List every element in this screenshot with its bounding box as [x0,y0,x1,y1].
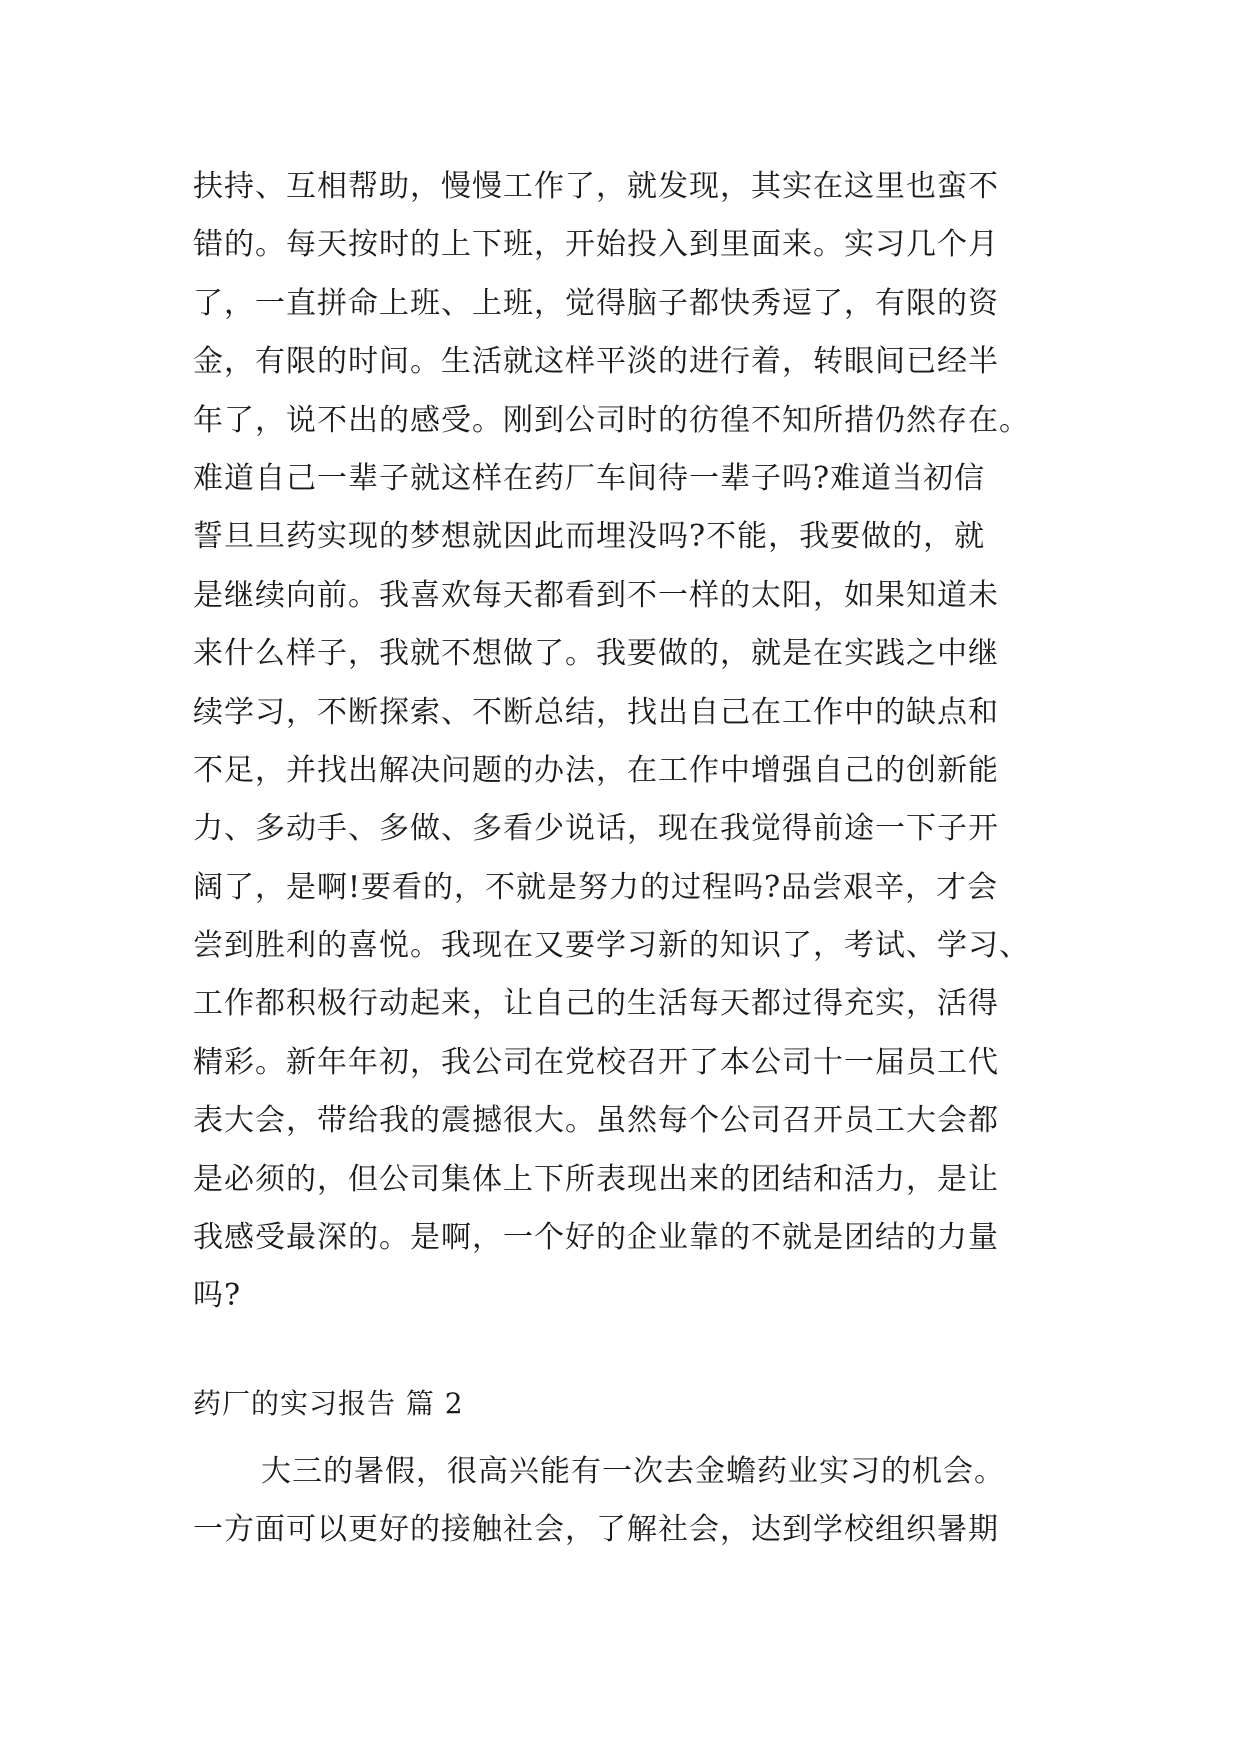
paragraph-line: 一方面可以更好的接触社会，了解社会，达到学校组织暑期 [193,1512,999,1548]
paragraph-line: 是继续向前。我喜欢每天都看到不一样的太阳，如果知道未 [193,577,999,613]
paragraph-line: 大三的暑假，很高兴能有一次去金蟾药业实习的机会。 [261,1454,1005,1489]
paragraph-line: 是必须的，但公司集体上下所表现出来的团结和活力，是让 [193,1161,999,1197]
paragraph-1 [193,158,1073,1326]
paragraph-line: 阔了，是啊!要看的，不就是努力的过程吗?品尝艰辛，才会 [193,869,999,905]
paragraph-line: 精彩。新年年初，我公司在党校召开了本公司十一届员工代 [193,1044,999,1080]
paragraph-line: 力、多动手、多做、多看少说话，现在我觉得前途一下子开 [193,811,999,847]
paragraph-line: 续学习，不断探索、不断总结，找出自己在工作中的缺点和 [193,694,999,730]
paragraph-line: 年了，说不出的感受。刚到公司时的彷徨不知所措仍然存在。 [193,402,1030,438]
section-title: 药厂的实习报告 篇 2 [193,1387,464,1420]
paragraph-line: 表大会，带给我的震撼很大。虽然每个公司召开员工大会都 [193,1103,999,1139]
paragraph-line: 不足，并找出解决问题的办法，在工作中增强自己的创新能 [193,752,999,788]
paragraph-line: 难道自己一辈子就这样在药厂车间待一辈子吗?难道当初信 [193,460,986,496]
paragraph-line: 了，一直拼命上班、上班，觉得脑子都快秀逗了，有限的资 [193,285,999,321]
paragraph-line: 工作都积极行动起来，让自己的生活每天都过得充实，活得 [193,986,999,1022]
paragraph-line: 金，有限的时间。生活就这样平淡的进行着，转眼间已经半 [193,344,999,380]
paragraph-line: 尝到胜利的喜悦。我现在又要学习新的知识了，考试、学习、 [193,928,1030,964]
paragraph-line: 我感受最深的。是啊，一个好的企业靠的不就是团结的力量 [193,1220,999,1256]
paragraph-line: 扶持、互相帮助，慢慢工作了，就发现，其实在这里也蛮不 [193,169,999,204]
paragraph-line: 错的。每天按时的上下班，开始投入到里面来。实习几个月 [193,227,999,263]
paragraph-line: 来什么样子，我就不想做了。我要做的，就是在实践之中继 [193,636,999,672]
paragraph-line: 吗? [193,1278,242,1314]
paragraph-2 [193,1443,1093,1560]
paragraph-line: 誓旦旦药实现的梦想就因此而埋没吗?不能，我要做的，就 [193,519,986,555]
